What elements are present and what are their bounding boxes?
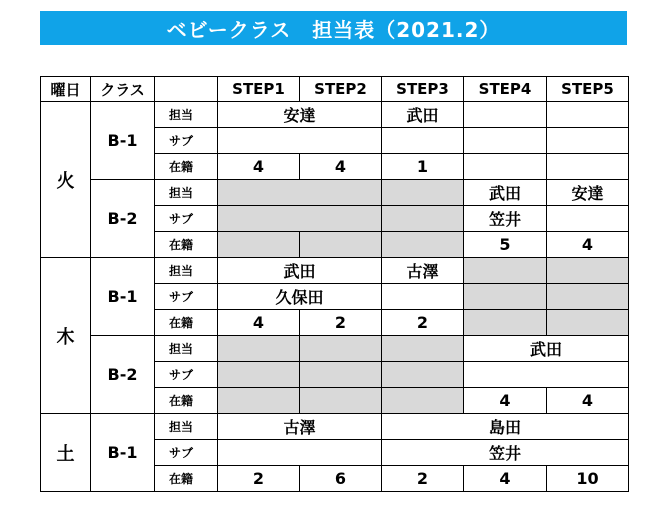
cell-gray (382, 336, 464, 362)
cell-value: 古澤 (382, 258, 464, 284)
cell-gray (300, 336, 382, 362)
cell-gray (464, 310, 547, 336)
cell-value: 5 (464, 232, 547, 258)
cell-value: 武田 (382, 102, 464, 128)
cell-empty (547, 128, 629, 154)
class-label: B-1 (91, 102, 155, 180)
role-sub: サブ (155, 284, 218, 310)
schedule-table (40, 76, 629, 492)
cell-gray (547, 284, 629, 310)
cell-value: 笠井 (382, 440, 629, 466)
table-row (41, 102, 629, 128)
cell-empty (218, 440, 382, 466)
cell-gray (547, 258, 629, 284)
cell-value: 1 (382, 154, 464, 180)
role-lead: 担当 (155, 336, 218, 362)
cell-gray (218, 336, 300, 362)
header-step2: STEP2 (300, 77, 382, 102)
cell-value: 4 (218, 310, 300, 336)
cell-value: 武田 (464, 180, 547, 206)
cell-value: 4 (547, 232, 629, 258)
header-day: 曜日 (41, 77, 91, 102)
role-lead: 担当 (155, 180, 218, 206)
table-row (41, 336, 629, 362)
class-label: B-1 (91, 414, 155, 492)
cell-gray (464, 258, 547, 284)
cell-value: 4 (547, 388, 629, 414)
cell-gray (547, 310, 629, 336)
cell-value: 2 (218, 466, 300, 492)
class-label: B-2 (91, 336, 155, 414)
header-step4: STEP4 (464, 77, 547, 102)
day-saturday: 土 (41, 414, 91, 492)
cell-value: 4 (218, 154, 300, 180)
cell-value: 6 (300, 466, 382, 492)
role-lead: 担当 (155, 102, 218, 128)
cell-value: 島田 (382, 414, 629, 440)
role-enrolled: 在籍 (155, 310, 218, 336)
cell-value: 古澤 (218, 414, 382, 440)
cell-empty (464, 362, 629, 388)
cell-empty (218, 128, 382, 154)
cell-value: 4 (464, 388, 547, 414)
cell-gray (382, 388, 464, 414)
cell-value: 武田 (218, 258, 382, 284)
header-row (41, 77, 629, 102)
cell-value: 10 (547, 466, 629, 492)
cell-empty (547, 154, 629, 180)
cell-gray (218, 180, 382, 206)
header-step3: STEP3 (382, 77, 464, 102)
table-row (41, 180, 629, 206)
role-lead: 担当 (155, 258, 218, 284)
cell-value: 安達 (218, 102, 382, 128)
role-sub: サブ (155, 362, 218, 388)
role-enrolled: 在籍 (155, 466, 218, 492)
role-lead: 担当 (155, 414, 218, 440)
cell-empty (464, 128, 547, 154)
header-step5: STEP5 (547, 77, 629, 102)
cell-gray (382, 232, 464, 258)
cell-gray (464, 284, 547, 310)
cell-empty (382, 284, 464, 310)
day-thursday: 木 (41, 258, 91, 414)
role-sub: サブ (155, 128, 218, 154)
role-sub: サブ (155, 206, 218, 232)
header-step1: STEP1 (218, 77, 300, 102)
cell-value: 2 (382, 310, 464, 336)
cell-value: 2 (382, 466, 464, 492)
cell-gray (382, 362, 464, 388)
header-class: クラス (91, 77, 155, 102)
cell-gray (300, 388, 382, 414)
class-label: B-2 (91, 180, 155, 258)
cell-gray (300, 232, 382, 258)
cell-gray (218, 362, 300, 388)
cell-empty (547, 102, 629, 128)
cell-gray (218, 232, 300, 258)
cell-gray (218, 388, 300, 414)
cell-empty (382, 128, 464, 154)
role-enrolled: 在籍 (155, 232, 218, 258)
day-tuesday: 火 (41, 102, 91, 258)
cell-value: 武田 (464, 336, 629, 362)
cell-value: 4 (300, 154, 382, 180)
class-label: B-1 (91, 258, 155, 336)
cell-value: 2 (300, 310, 382, 336)
page-title: ベビークラス 担当表（2021.2） (40, 11, 627, 45)
table-row (41, 258, 629, 284)
role-enrolled: 在籍 (155, 388, 218, 414)
cell-empty (464, 102, 547, 128)
cell-value: 久保田 (218, 284, 382, 310)
header-role (155, 77, 218, 102)
cell-gray (300, 362, 382, 388)
cell-value: 安達 (547, 180, 629, 206)
cell-value: 4 (464, 466, 547, 492)
cell-empty (547, 206, 629, 232)
role-enrolled: 在籍 (155, 154, 218, 180)
cell-gray (382, 180, 464, 206)
role-sub: サブ (155, 440, 218, 466)
cell-gray (382, 206, 464, 232)
cell-gray (218, 206, 382, 232)
cell-value: 笠井 (464, 206, 547, 232)
cell-empty (464, 154, 547, 180)
table-row (41, 414, 629, 440)
